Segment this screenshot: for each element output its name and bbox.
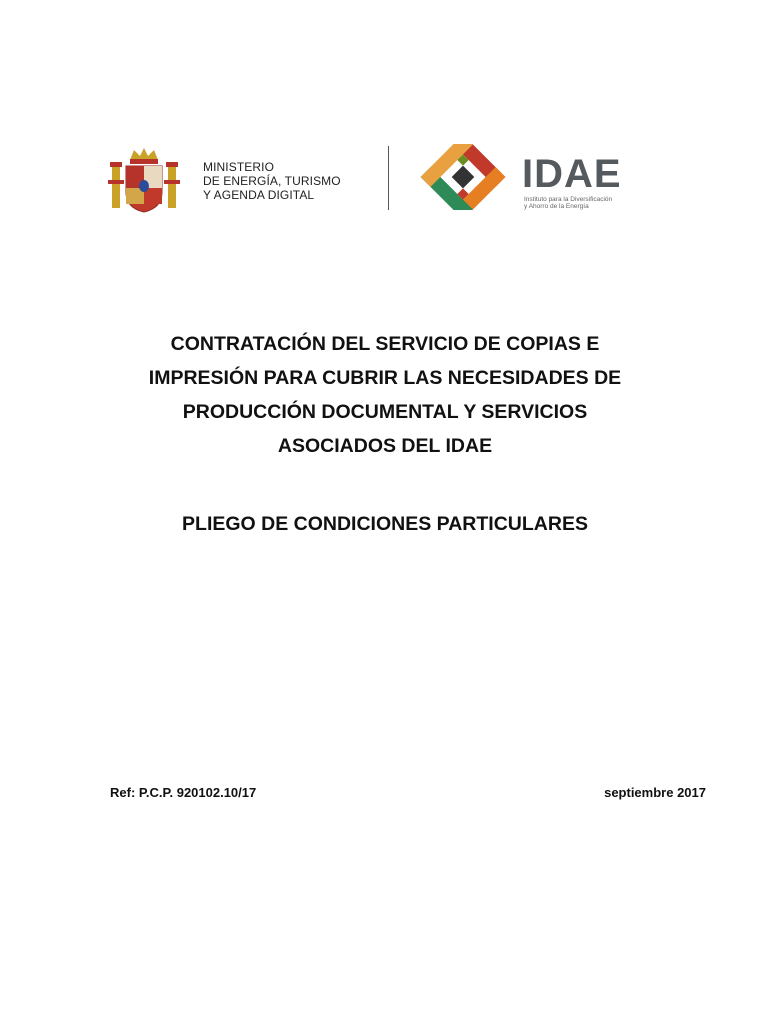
ministry-line-3: Y AGENDA DIGITAL — [203, 188, 315, 202]
ministry-line-2: DE ENERGÍA, TURISMO — [203, 174, 341, 188]
logo-divider — [388, 146, 389, 210]
title-line-1: CONTRATACIÓN DEL SERVICIO DE COPIAS E — [170, 333, 600, 355]
idae-tagline-line-1: Instituto para la Diversificación — [524, 196, 613, 203]
title-line-2: IMPRESIÓN PARA CUBRIR LAS NECESIDADES DE — [148, 367, 622, 389]
idae-tagline — [524, 196, 612, 210]
ministry-name — [203, 160, 341, 202]
title-line-4: ASOCIADOS DEL IDAE — [277, 435, 493, 457]
idae-logo-icon — [412, 144, 514, 210]
header-logos — [108, 140, 628, 220]
document-title — [110, 327, 660, 463]
idae-tagline-line-2: y Ahorro de la Energía — [524, 203, 589, 210]
title-line-3: PRODUCCIÓN DOCUMENTAL Y SERVICIOS — [182, 401, 588, 423]
document-date: septiembre 2017 — [604, 785, 706, 800]
reference-number: Ref: P.C.P. 920102.10/17 — [110, 785, 257, 800]
document-subtitle: PLIEGO DE CONDICIONES PARTICULARES — [182, 513, 588, 535]
spain-coat-of-arms-icon — [108, 146, 180, 214]
idae-wordmark: IDAE — [522, 152, 622, 196]
ministry-line-1: MINISTERIO — [203, 160, 275, 174]
